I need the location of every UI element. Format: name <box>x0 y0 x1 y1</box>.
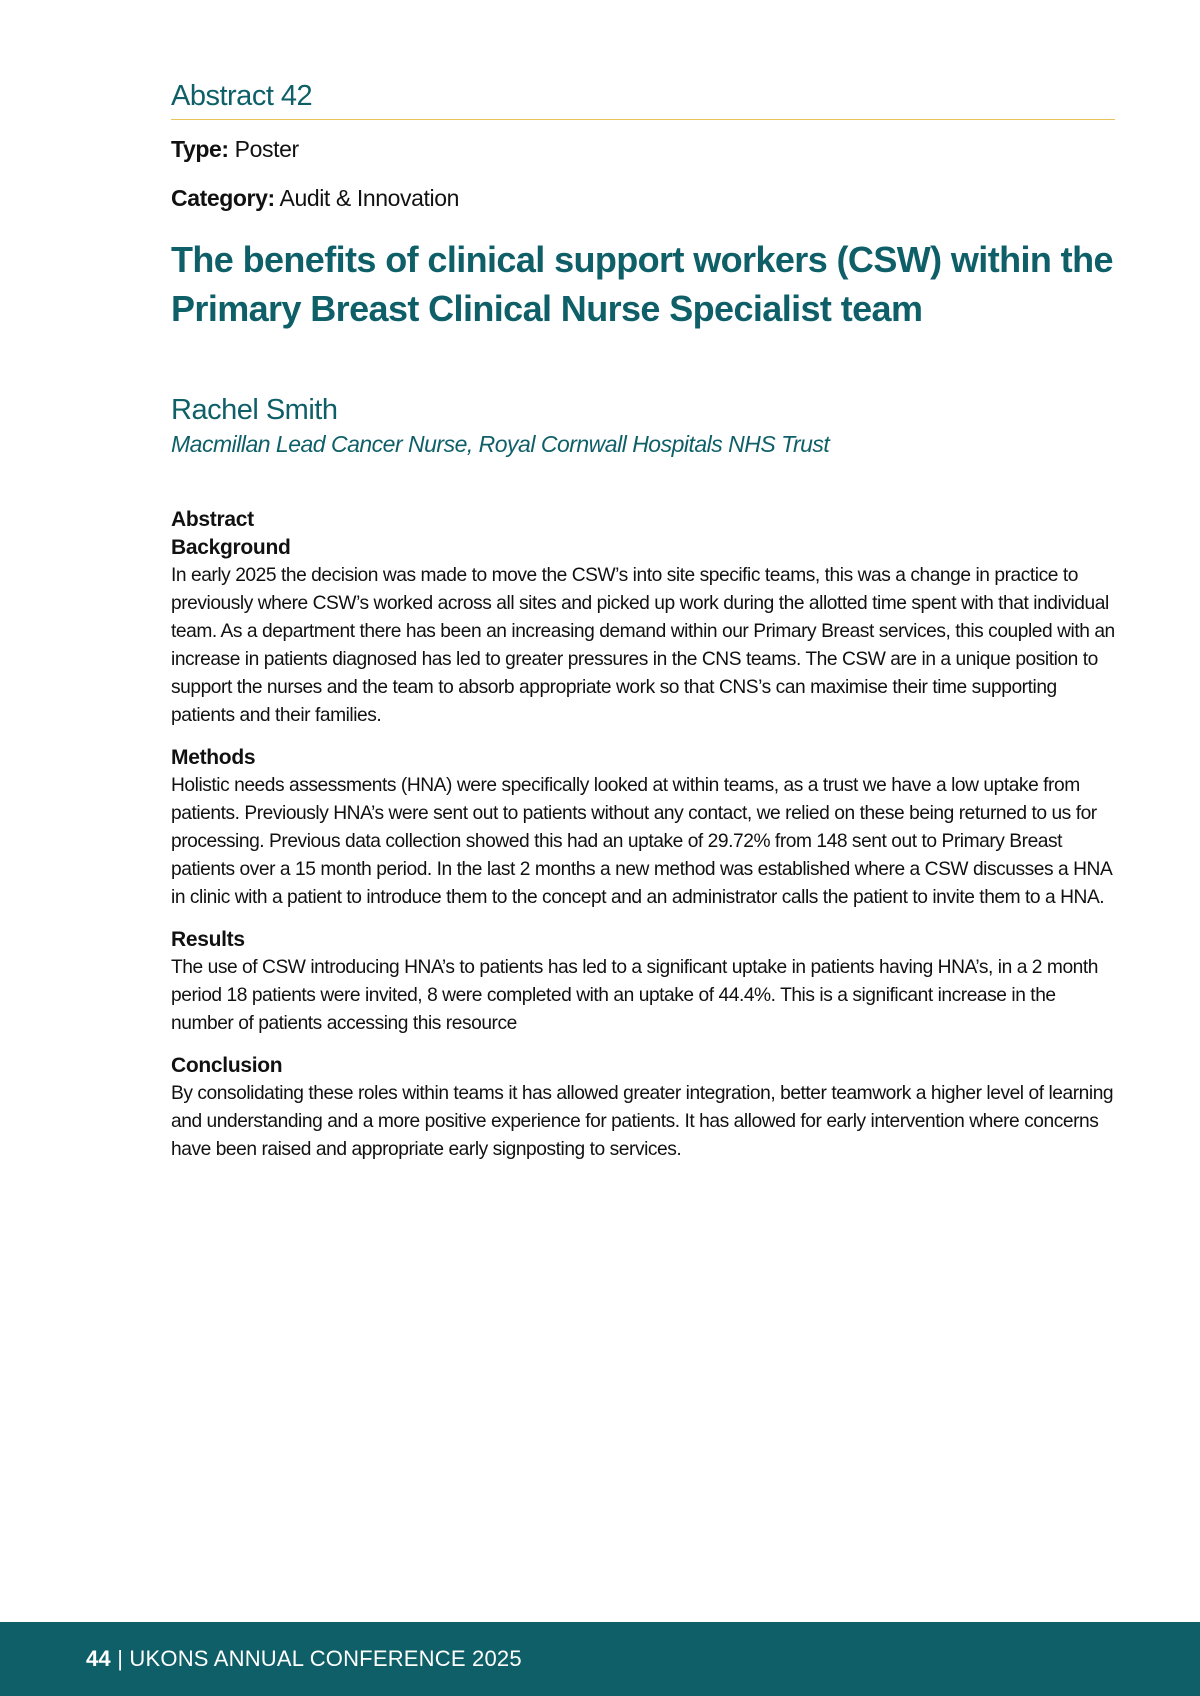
type-key: Type: <box>171 136 229 162</box>
section-heading: Conclusion <box>171 1054 283 1077</box>
header-divider <box>171 119 1115 120</box>
page-footer <box>0 1622 1200 1696</box>
section-text: Holistic needs assessments (HNA) were specifically looked at within teams, as a trust we have a low uptake from patients. Previously HNA’s were sent out to patients without any contact, we relied on these being returned to us for processing. Previous data collection showed this had an uptake of 29.72% from 148 sent out to Primary Breast patients over a 15 month period. In the last 2 months a new method was established where a CSW discusses a HNA in clinic with a patient to introduce them to the concept and an administrator calls the patient to invite them to a HNA. <box>171 775 1112 908</box>
section-text: By consolidating these roles within teams it has allowed greater integration, better teamwork a higher level of learning and understanding and a more positive experience for patients. It has allowed for early intervention where concerns have been raised and appropriate early signposting to services. <box>171 1083 1114 1160</box>
author-affiliation: Macmillan Lead Cancer Nurse, Royal Cornwall Hospitals NHS Trust <box>171 431 830 457</box>
footer-separator: | <box>117 1646 124 1671</box>
page-number: 44 <box>86 1646 111 1671</box>
section-results <box>171 926 1115 1038</box>
type-line <box>171 136 299 163</box>
section-heading: Methods <box>171 746 256 769</box>
category-key: Category: <box>171 185 275 211</box>
section-conclusion <box>171 1052 1115 1164</box>
section-text: The use of CSW introducing HNA’s to patients has led to a significant uptake in patients having HNA’s, in a 2 month period 18 patients were invited, 8 were completed with an uptake of 44.4%. This is a significant increase in the number of patients accessing this resource <box>171 957 1098 1034</box>
abstract-title: The benefits of clinical support workers (CSW) within the Primary Breast Clinical Nurse Specialist team <box>171 239 1113 329</box>
section-background <box>171 534 1115 730</box>
abstract-body <box>171 506 1115 1178</box>
category-value: Audit & Innovation <box>279 185 459 211</box>
abstract-heading: Abstract <box>171 508 254 531</box>
section-heading: Background <box>171 536 291 559</box>
type-value: Poster <box>234 136 299 162</box>
section-heading: Results <box>171 928 245 951</box>
abstract-number: Abstract 42 <box>171 80 313 112</box>
author-name: Rachel Smith <box>171 394 338 426</box>
section-methods <box>171 744 1115 912</box>
category-line <box>171 185 459 212</box>
conference-name: UKONS ANNUAL CONFERENCE 2025 <box>129 1646 522 1671</box>
footer-text <box>86 1646 522 1672</box>
section-text: In early 2025 the decision was made to move the CSW’s into site specific teams, this was a change in practice to previously where CSW’s worked across all sites and picked up work during the allotted time spent with that individual team. As a department there has been an increasing demand within our Primary Breast services, this coupled with an increase in patients diagnosed has led to greater pressures in the CNS teams. The CSW are in a unique position to support the nurses and the team to absorb appropriate work so that CNS’s can maximise their time supporting patients and their families. <box>171 565 1115 726</box>
